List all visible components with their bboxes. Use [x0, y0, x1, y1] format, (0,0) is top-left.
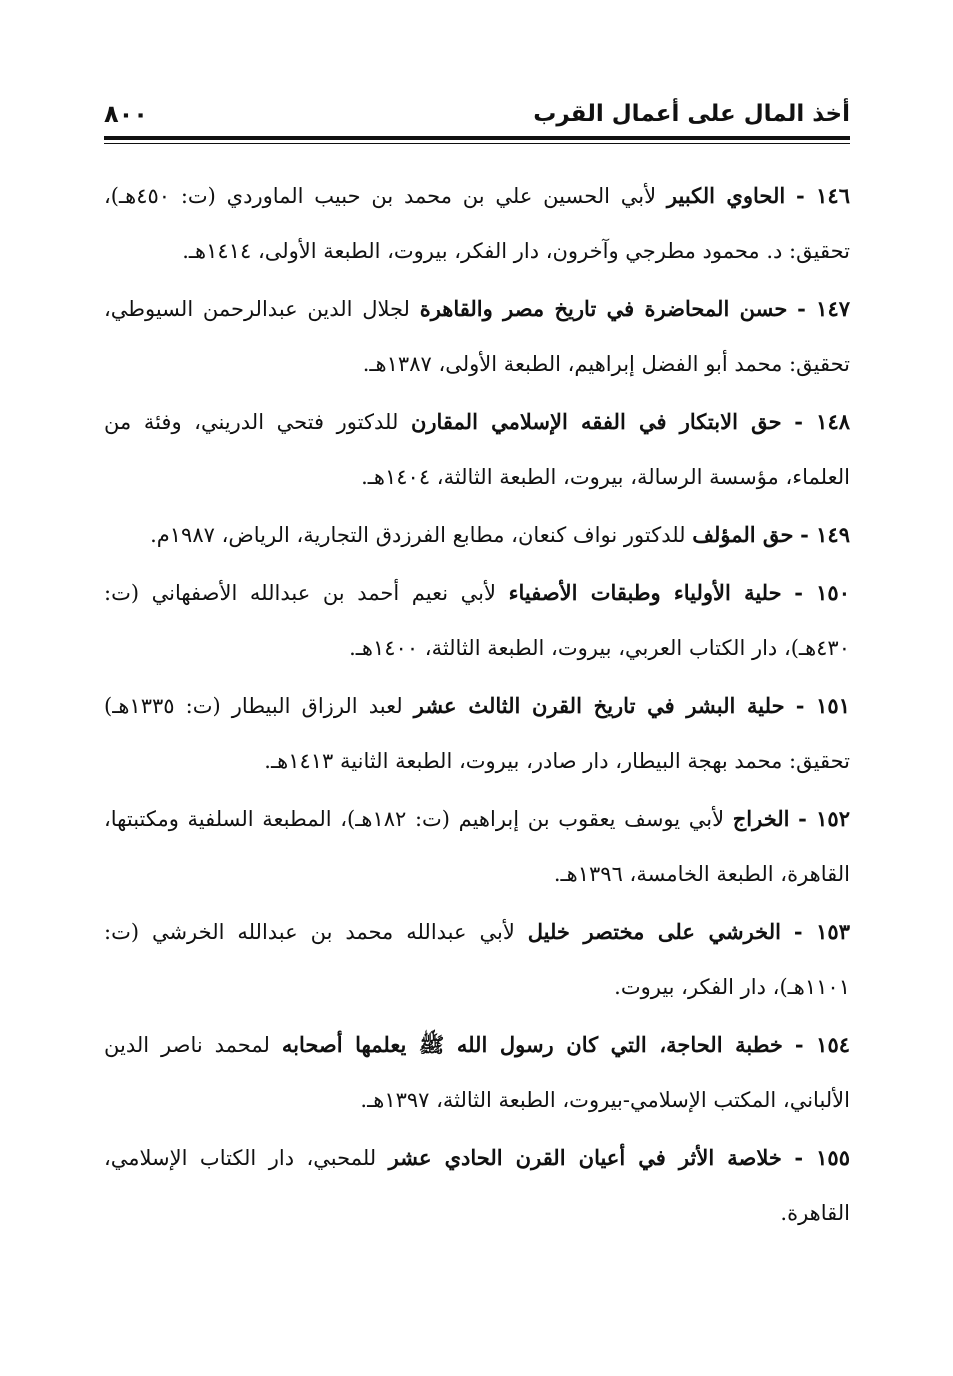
entry-number: ١٤٧ -	[797, 296, 851, 321]
entry-number: ١٥٣ -	[793, 919, 850, 944]
entry-number: ١٥٢ -	[798, 806, 850, 831]
entry-title: حلية الأولياء وطبقات الأصفياء	[508, 580, 782, 605]
entry-title: الحاوي الكبير	[666, 183, 786, 208]
entry-details: للدكتور نواف كنعان، مطابع الفرزدق التجارية، الرياض، ١٩٨٧م.	[150, 523, 686, 547]
entry-details: لجلال الدين عبدالرحمن السيوطي، تحقيق: محمد أبو الفضل إبراهيم، الطبعة الأولى، ١٣٨٧هـ.	[104, 297, 850, 376]
entry-number: ١٤٨ -	[794, 409, 851, 434]
entry-number: ١٥٥ -	[794, 1145, 850, 1170]
entry-title: خلاصة الأثر في أعيان القرن الحادي عشر	[388, 1145, 782, 1170]
header-rule-thick	[104, 136, 850, 140]
bibliography-entry	[104, 507, 850, 563]
entry-number: ١٤٦ -	[796, 183, 850, 208]
bibliography-entry	[104, 281, 850, 392]
entry-details: للدكتور فتحي الدريني، وفئة من العلماء، مؤسسة الرسالة، بيروت، الطبعة الثالثة، ١٤٠٤هـ.	[104, 410, 850, 489]
bibliography-entry	[104, 1017, 850, 1128]
bibliography-entry	[104, 791, 850, 902]
entry-title: حق الابتكار في الفقه الإسلامي المقارن	[410, 409, 782, 434]
bibliography-entry	[104, 1130, 850, 1241]
entry-title: حلية البشر في تاريخ القرن الثالث عشر	[413, 693, 785, 718]
page-number: ٨٠٠	[104, 100, 148, 128]
entry-details: لأبي يوسف يعقوب بن إبراهيم (ت: ١٨٢هـ)، المطبعة السلفية ومكتبتها، القاهرة، الطبعة الخامسة، ١٣٩٦هـ.	[104, 807, 850, 886]
bibliography-entry	[104, 904, 850, 1015]
entry-details: لأبي نعيم أحمد بن عبدالله الأصفهاني (ت: ٤٣٠هـ)، دار الكتاب العربي، بيروت، الطبعة الثالثة، ١٤٠٠هـ.	[104, 581, 850, 660]
bibliography-entry	[104, 168, 850, 279]
entry-title: الخرشي على مختصر خليل	[527, 919, 781, 944]
entry-title: الخراج	[732, 806, 790, 831]
entry-title: خطبة الحاجة، التي كان رسول الله ﷺ يعلمها أصحابه	[281, 1032, 783, 1057]
entry-details: لمحمد ناصر الدين الألباني، المكتب الإسلامي-بيروت، الطبعة الثالثة، ١٣٩٧هـ.	[104, 1033, 850, 1112]
entry-details: لأبي الحسين علي بن محمد بن حبيب الماوردي (ت: ٤٥٠هـ)، تحقيق: د. محمود مطرجي وآخرون، دار الفكر، بيروت، الطبعة الأولى، ١٤١٤هـ.	[104, 184, 850, 263]
bibliography-list	[104, 168, 850, 1243]
entry-details: للمحبي، دار الكتاب الإسلامي، القاهرة.	[104, 1146, 850, 1225]
bibliography-entry	[104, 678, 850, 789]
entry-number: ١٤٩ -	[800, 522, 850, 547]
entry-title: حسن المحاضرة في تاريخ مصر والقاهرة	[419, 296, 788, 321]
header-rule-thin	[104, 143, 850, 144]
bibliography-entry	[104, 394, 850, 505]
entry-details: لعبد الرزاق البيطار (ت: ١٣٣٥هـ) تحقيق: محمد بهجة البيطار، دار صادر، بيروت، الطبعة الثانية ١٤١٣هـ.	[104, 694, 850, 773]
entry-details: لأبي عبدالله محمد بن عبدالله الخرشي (ت: ١١٠١هـ)، دار الفكر، بيروت.	[104, 920, 850, 999]
entry-number: ١٥٠ -	[794, 580, 850, 605]
running-header	[104, 96, 850, 132]
header-title: أخذ المال على أعمال القرب	[533, 101, 850, 127]
entry-title: حق المؤلف	[692, 522, 794, 547]
entry-number: ١٥١ -	[795, 693, 850, 718]
bibliography-entry	[104, 565, 850, 676]
entry-number: ١٥٤ -	[794, 1032, 851, 1057]
